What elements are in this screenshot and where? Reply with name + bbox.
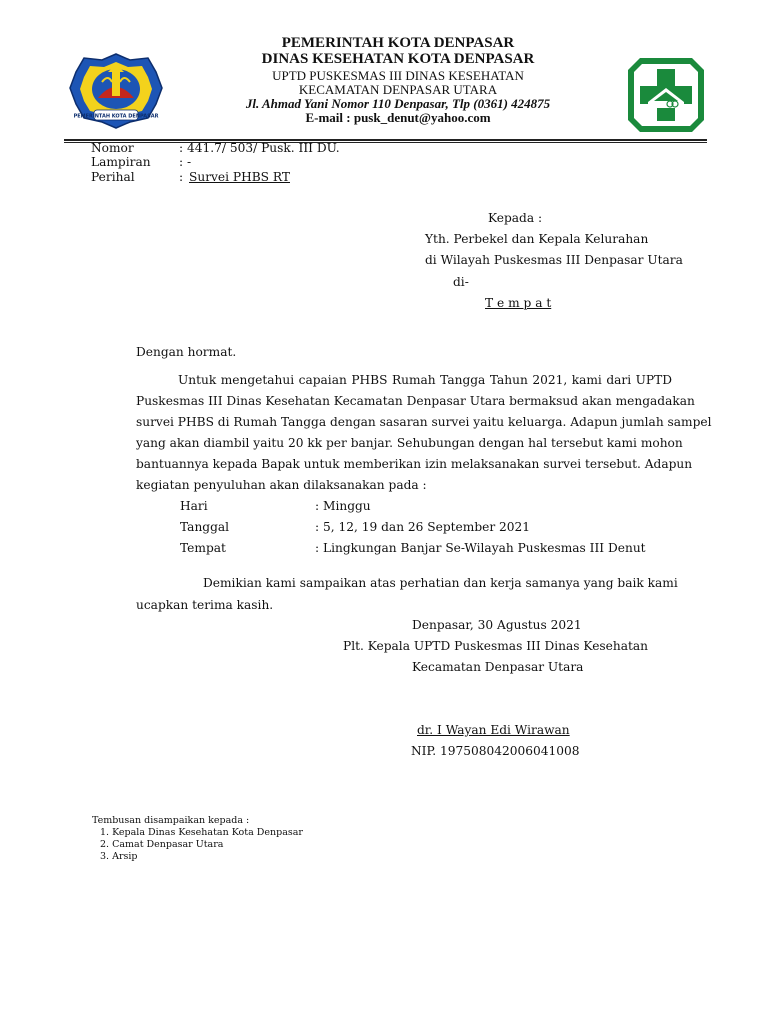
paragraph-line-5: bantuannya kepada Bapak untuk memberikan izin melaksanakan survei tersebut. Adapun (136, 457, 693, 471)
lampiran-value: : - (179, 155, 192, 169)
paragraph-line-1: Untuk mengetahui capaian PHBS Rumah Tangga Tahun 2021, kami dari UPTD (178, 373, 672, 387)
recipient-line-3: di- (453, 275, 469, 289)
header-line-1: PEMERINTAH KOTA DENPASAR (281, 35, 515, 51)
header-line-2: DINAS KESEHATAN KOTA DENPASAR (261, 51, 535, 67)
closing-line-1: Demikian kami sampaikan atas perhatian dan kerja samanya yang baik kami (203, 576, 678, 590)
signature-title-2: Kecamatan Denpasar Utara (412, 660, 584, 674)
perihal-value: Survei PHBS RT (189, 170, 290, 184)
header-divider-thick (64, 139, 707, 141)
signatory-nip: NIP. 197508042006041008 (411, 744, 580, 758)
header-email: E-mail : pusk_denut@yahoo.com (305, 110, 491, 125)
paragraph-line-4: yang akan diambil yaitu 20 kk per banjar. Sehubungan dengan hal tersebut kami mohon (136, 436, 683, 450)
recipient-line-1: Yth. Perbekel dan Kepala Kelurahan (425, 232, 649, 246)
paragraph-line-3: survei PHBS di Rumah Tangga dengan sasaran survei yaitu keluarga. Adapun jumlah sampel (136, 415, 712, 429)
lampiran-label: Lampiran (91, 155, 151, 169)
paragraph-line-2: Puskesmas III Dinas Kesehatan Kecamatan Denpasar Utara bermaksud akan mengadakan (136, 394, 695, 408)
salutation: Dengan hormat. (136, 345, 237, 359)
detail-tempat-label: Tempat (180, 541, 226, 555)
header-divider-thin (64, 142, 707, 143)
cc-item-1: 1. Kepala Dinas Kesehatan Kota Denpasar (100, 827, 303, 838)
nomor-label: Nomor (91, 141, 134, 155)
cc-heading: Tembusan disampaikan kepada : (92, 815, 250, 826)
header-line-4: KECAMATAN DENPASAR UTARA (298, 82, 498, 97)
closing-line-2: ucapkan terima kasih. (136, 598, 274, 612)
header-line-3: UPTD PUSKESMAS III DINAS KESEHATAN (272, 68, 524, 83)
detail-tempat-value: : Lingkungan Banjar Se-Wilayah Puskesmas III Denut (315, 541, 646, 555)
paragraph-line-6: kegiatan penyuluhan akan dilaksanakan pada : (136, 478, 427, 492)
recipient-line-2: di Wilayah Puskesmas III Denpasar Utara (425, 253, 683, 267)
kepada-label: Kepada : (488, 211, 543, 225)
detail-hari-label: Hari (180, 499, 208, 513)
perihal-colon: : (179, 170, 184, 184)
emblem-ribbon-text: PEMERINTAH KOTA DENPASAR (73, 113, 159, 120)
signature-place-date: Denpasar, 30 Agustus 2021 (412, 618, 582, 632)
nomor-value: : 441.7/ 503/ Pusk. III DU. (179, 141, 340, 155)
detail-tanggal-value: : 5, 12, 19 dan 26 September 2021 (315, 520, 531, 534)
detail-hari-value: : Minggu (315, 499, 371, 513)
perihal-label: Perihal (91, 170, 135, 184)
recipient-tempat: T e m p a t (485, 296, 552, 310)
cc-item-2: 2. Camat Denpasar Utara (100, 839, 224, 850)
header-address: Jl. Ahmad Yani Nomor 110 Denpasar, Tlp (0361) 424875 (245, 96, 551, 111)
signature-title-1: Plt. Kepala UPTD Puskesmas III Dinas Kesehatan (343, 639, 649, 653)
detail-tanggal-label: Tanggal (180, 520, 230, 534)
signatory-name: dr. I Wayan Edi Wirawan (417, 723, 570, 737)
cc-item-3: 3. Arsip (100, 851, 138, 862)
